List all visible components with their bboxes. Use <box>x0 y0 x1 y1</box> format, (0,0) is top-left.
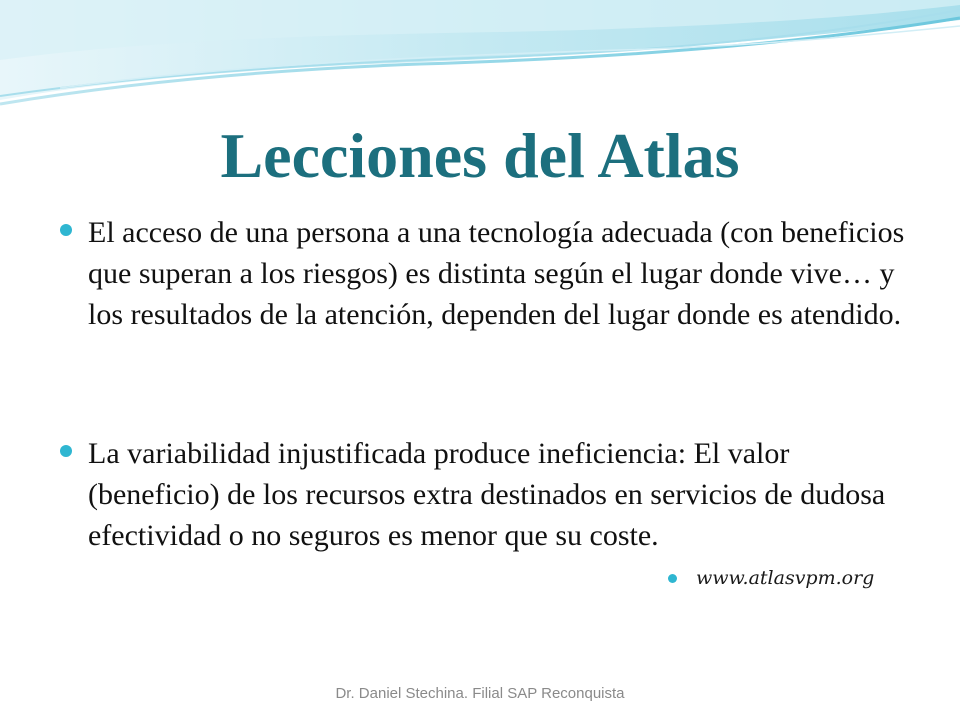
slide-title: Lecciones del Atlas <box>220 120 740 191</box>
bullet-dot-icon <box>60 445 72 457</box>
bullet-text-2: La variabilidad injustificada produce ineficiencia: El valor (beneficio) de los recursos extra destinados en servicios de dudosa efectividad o no seguros es menor que su coste. <box>88 437 886 552</box>
bullet-dot-icon <box>668 574 677 583</box>
sub-bullet-link[interactable]: www.atlasvpm.org <box>696 567 875 589</box>
slide-footer: Dr. Daniel Stechina. Filial SAP Reconquista <box>335 685 625 702</box>
bullet-dot-icon <box>60 224 72 236</box>
bullet-text-1: El acceso de una persona a una tecnología adecuada (con beneficios que superan a los riesgos) es distinta según el lugar donde vive… y los resultados de la atención, dependen del lugar donde es atendido. <box>88 216 905 331</box>
